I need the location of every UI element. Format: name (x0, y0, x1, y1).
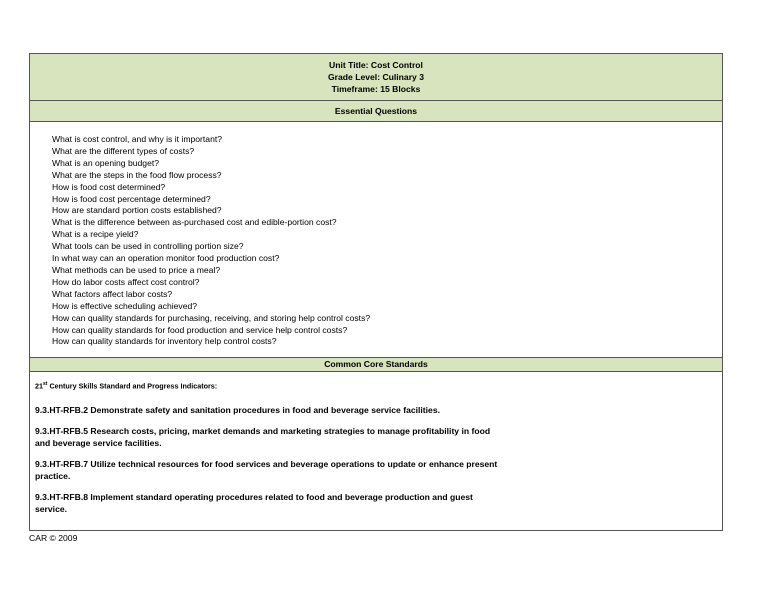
grade-level: Grade Level: Culinary 3 (328, 72, 424, 82)
question-item: What is cost control, and why is it important? (52, 134, 223, 144)
question-item: How can quality standards for inventory help control costs? (52, 336, 277, 347)
question-item: What are the steps in the food flow process? (52, 169, 222, 180)
question-item: In what way can an operation monitor food production cost? (52, 253, 280, 264)
essential-questions-heading: Essential Questions (334, 106, 418, 116)
standard-item: 9.3.HT-RFB.8 Implement standard operating procedures related to food and beverage production and guest service. (35, 492, 473, 514)
standard-item: 9.3.HT-RFB.2 Demonstrate safety and sanitation procedures in food and beverage service facilities. (35, 405, 440, 415)
question-item: What methods can be used to price a meal? (52, 264, 221, 275)
question-item: What is a recipe yield? (52, 229, 139, 240)
title-band (30, 54, 723, 101)
standard-item: 9.3.HT-RFB.7 Utilize technical resources for food services and beverage operations to update or enhance present practice. (35, 459, 498, 481)
questions-list (30, 122, 722, 348)
standards-subheading: 21st Century Skills Standard and Progress Indicators: (35, 381, 218, 391)
question-item: What factors affect labor costs? (52, 288, 173, 299)
unit-plan-table (29, 53, 723, 531)
essential-questions-cell (30, 122, 723, 358)
question-item: How can quality standards for food production and service help control costs? (52, 324, 348, 335)
copyright-footer: CAR © 2009 (29, 533, 78, 543)
standard-item: 9.3.HT-RFB.5 Research costs, pricing, market demands and marketing strategies to manage profitability in food and beverage service facilities. (35, 426, 491, 448)
question-item: How is food cost determined? (52, 181, 166, 192)
question-item: What is an opening budget? (52, 157, 160, 168)
unit-title: Unit Title: Cost Control (329, 60, 423, 70)
timeframe: Timeframe: 15 Blocks (331, 84, 421, 94)
standards-cell (30, 372, 723, 531)
common-core-heading: Common Core Standards (324, 359, 428, 369)
question-item: How is effective scheduling achieved? (52, 300, 198, 311)
question-item: What are the different types of costs? (52, 145, 195, 156)
common-core-band (30, 358, 723, 372)
question-item: What is the difference between as-purchased cost and edible-portion cost? (52, 217, 337, 228)
essential-questions-band (30, 101, 723, 122)
question-item: How do labor costs affect cost control? (52, 276, 200, 287)
question-item: How are standard portion costs established? (52, 205, 222, 216)
question-item: What tools can be used in controlling portion size? (52, 241, 244, 252)
question-item: How can quality standards for purchasing, receiving, and storing help control costs? (52, 312, 371, 323)
question-item: How is food cost percentage determined? (52, 193, 211, 204)
